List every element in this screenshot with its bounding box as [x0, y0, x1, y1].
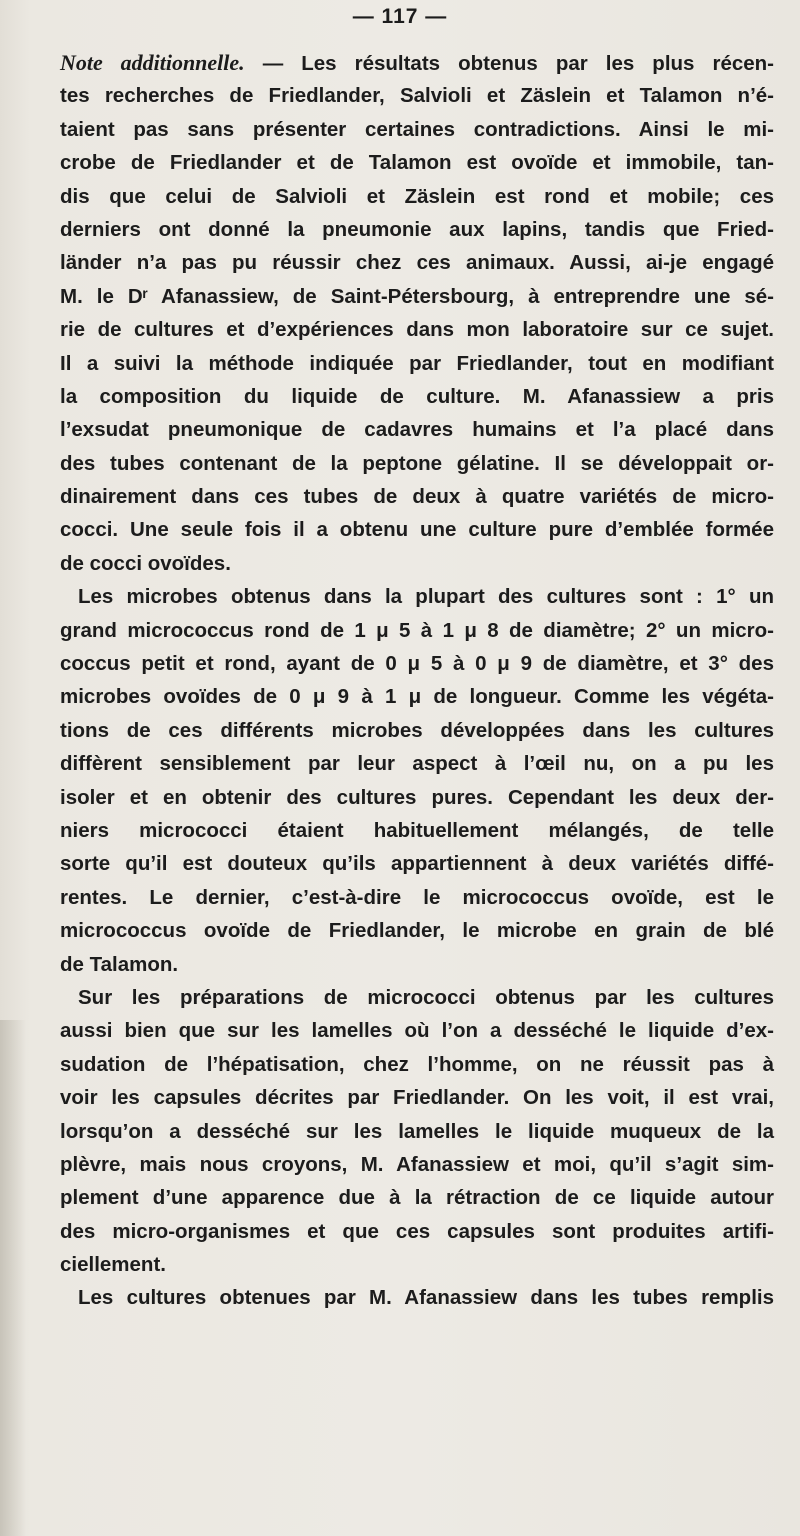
- text-line-7: länder n’a pas pu réussir chez ces animaux. Aussi, ai-je engagé: [60, 251, 774, 275]
- text-line-29: Sur les préparations de micrococci obtenus par les cultures: [78, 985, 774, 1009]
- text-line-4: crobe de Friedlander et de Talamon est ovoïde et immobile, tan-: [60, 151, 774, 175]
- text-line-11: la composition du liquide de culture. M. Afanassiew a pris: [60, 384, 774, 408]
- text-line-13: des tubes contenant de la peptone gélatine. Il se développait or-: [60, 451, 774, 475]
- text-line-15: cocci. Une seule fois il a obtenu une culture pure d’emblée formée: [60, 518, 774, 542]
- text-line-38: Les cultures obtenues par M. Afanassiew dans les tubes remplis: [78, 1286, 774, 1310]
- text-line-19: coccus petit et rond, ayant de 0 μ 5 à 0 μ 9 de diamètre, et 3° des: [60, 652, 774, 676]
- text-line-22: diffèrent sensiblement par leur aspect à l’œil nu, on a pu les: [60, 752, 774, 776]
- text-line-23: isoler et en obtenir des cultures pures. Cependant les deux der-: [60, 785, 774, 809]
- binding-shadow: [0, 1020, 26, 1536]
- text-line-36: des micro-organismes et que ces capsules sont produites artifi-: [60, 1219, 774, 1243]
- page-number: — 117 —: [352, 5, 448, 28]
- text-line-6: derniers ont donné la pneumonie aux lapins, tandis que Fried-: [60, 217, 774, 241]
- text-line-32: voir les capsules décrites par Friedlander. On les voit, il est vrai,: [60, 1086, 774, 1110]
- text-line-14: dinairement dans ces tubes de deux à quatre variétés de micro-: [60, 485, 774, 509]
- text-line-30: aussi bien que sur les lamelles où l’on a desséché le liquide d’ex-: [60, 1019, 774, 1043]
- text-line-18: grand micrococcus rond de 1 μ 5 à 1 μ 8 de diamètre; 2° un micro-: [60, 618, 774, 642]
- note-title: Note additionnelle.: [60, 50, 245, 75]
- text-line-37: ciellement.: [60, 1253, 166, 1277]
- text-line-8: M. le Dʳ Afanassiew, de Saint-Pétersbourg, à entreprendre une sé-: [60, 284, 774, 308]
- text-line-21: tions de ces différents microbes développées dans les cultures: [60, 718, 774, 742]
- text-line-2: tes recherches de Friedlander, Salvioli et Zäslein et Talamon n’é-: [60, 84, 774, 108]
- text-line-5: dis que celui de Salvioli et Zäslein est rond et mobile; ces: [60, 184, 774, 208]
- body-text: [60, 46, 774, 1315]
- text-line-25: sorte qu’il est douteux qu’ils appartiennent à deux variétés diffé-: [60, 852, 774, 876]
- text-line-9: rie de cultures et d’expériences dans mon laboratoire sur ce sujet.: [60, 318, 774, 342]
- text-line-1-rest: — Les résultats obtenus par les plus récen-: [244, 52, 774, 75]
- text-line-27: micrococcus ovoïde de Friedlander, le microbe en grain de blé: [60, 919, 774, 943]
- text-line-3: taient pas sans présenter certaines contradictions. Ainsi le mi-: [60, 117, 774, 141]
- text-line-17: Les microbes obtenus dans la plupart des cultures sont : 1° un: [78, 585, 774, 609]
- text-line-33: lorsqu’on a desséché sur les lamelles le liquide muqueux de la: [60, 1119, 774, 1143]
- text-line-34: plèvre, mais nous croyons, M. Afanassiew et moi, qu’il s’agit sim-: [60, 1152, 774, 1176]
- text-line-10: Il a suivi la méthode indiquée par Friedlander, tout en modifiant: [60, 351, 774, 375]
- text-line-24: niers micrococci étaient habituellement mélangés, de telle: [60, 818, 774, 842]
- text-line-12: l’exsudat pneumonique de cadavres humains et l’a placé dans: [60, 418, 774, 442]
- text-line-26: rentes. Le dernier, c’est-à-dire le micrococcus ovoïde, est le: [60, 885, 774, 909]
- text-line-20: microbes ovoïdes de 0 μ 9 à 1 μ de longueur. Comme les végéta-: [60, 685, 774, 709]
- text-line-1: [60, 46, 774, 79]
- text-line-28: de Talamon.: [60, 952, 179, 976]
- text-line-31: sudation de l’hépatisation, chez l’homme, on ne réussit pas à: [60, 1052, 774, 1076]
- text-line-16: de cocci ovoïdes.: [60, 551, 231, 575]
- text-line-35: plement d’une apparence due à la rétraction de ce liquide autour: [60, 1186, 774, 1210]
